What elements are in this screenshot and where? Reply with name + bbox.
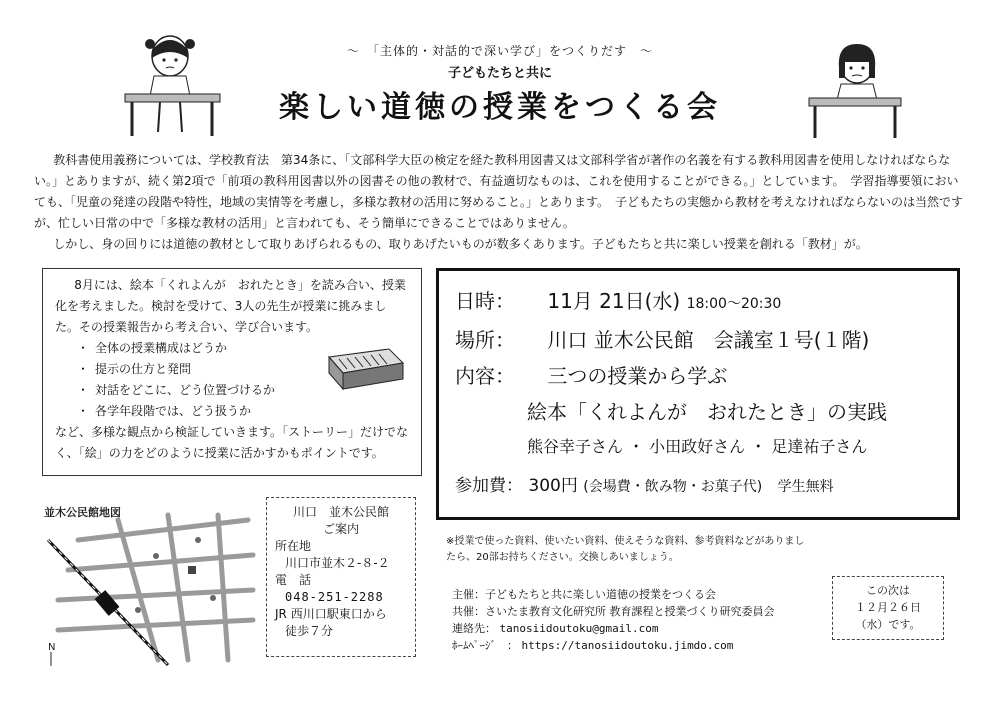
content-line-1: 三つの授業から学ぶ (547, 364, 728, 388)
event-content-row (455, 358, 941, 394)
content-line-2: 絵本「くれよんが おれたとき」の実践 (527, 400, 887, 424)
list-item: ・ 対話をどこに、どう位置づけるか (77, 380, 409, 401)
address-label: 所在地 (275, 539, 312, 553)
access-venue: 川口 並木公民館 (292, 505, 389, 519)
crayon-box-illustration (325, 343, 407, 393)
august-summary-box (42, 268, 422, 476)
contact-email-link[interactable]: tanosiidoutoku@gmail.com (499, 622, 659, 635)
time-value: 18:00～20:30 (686, 296, 782, 312)
access-guide: ご案内 (322, 522, 359, 536)
host: 主催：子どもたちと共に楽しい道徳の授業をつくる会 (452, 588, 716, 601)
fee-student: 学生無料 (777, 479, 834, 495)
content-label: 内容： (455, 364, 515, 388)
svg-text:N: N (48, 642, 56, 653)
august-intro: 8月には、絵本「くれよんが おれたとき」を読み合い、授業化を考えました。検討を受けて、3人の先生が授業に挑みました。その授業報告から考え合い、学び合います。 (55, 278, 406, 334)
intro-text (34, 150, 970, 255)
subtitle-secondary: 子どもたちと共に (447, 66, 552, 81)
station-text: JR 西川口駅東口から (275, 607, 387, 621)
address-value: 川口市並木２-８-２ (285, 556, 390, 570)
fee-label: 参加費： (455, 476, 523, 496)
event-date-row (455, 283, 941, 322)
presenters: 熊谷幸子さん ・ 小田政好さん ・ 足達祐子さん (527, 437, 868, 456)
fee-value: 300円 (528, 476, 578, 496)
map-title: 並木公民館地図 (44, 506, 121, 519)
place-value: 川口 並木公民館 会議室１号(１階) (547, 328, 870, 352)
fee-note: (会場費・飲み物・お菓子代) (583, 479, 763, 495)
venue-map (38, 500, 264, 676)
cohost: 共催：さいたま教育文化研究所 教育課程と授業づくり研究委員会 (452, 605, 775, 618)
next-line-1: この次は (866, 584, 910, 597)
event-fee-row (455, 468, 941, 505)
date-label: 日時： (455, 289, 515, 313)
tel-label: 電 話 (275, 573, 312, 587)
list-item: ・ 全体の授業構成はどうか (77, 338, 409, 359)
contact-row (452, 620, 832, 637)
place-label: 場所： (455, 328, 515, 352)
list-item: ・ 各学年段階では、どう扱うか (77, 401, 409, 422)
next-line-2: １２月２６日 (855, 601, 921, 614)
page-title: 楽しい道徳の授業をつくる会 (279, 90, 721, 125)
next-meeting-box (832, 576, 944, 640)
august-outro: など、多様な観点から検証していきます。「ストーリー」だけでなく、「絵」の力をどのように授業に活かすかもポイントです。 (55, 425, 409, 460)
list-item: ・ 提示の仕方と発問 (77, 359, 409, 380)
date-value: 11月 21日(水) (547, 289, 681, 313)
walk-text: 徒歩７分 (285, 624, 334, 638)
tel-value: 048-251-2288 (285, 590, 384, 604)
homepage-link[interactable]: https://tanosiidoutoku.jimdo.com (521, 639, 734, 652)
next-line-3: （水）です。 (855, 618, 921, 631)
homepage-row (452, 637, 832, 654)
homepage-label: ﾎｰﾑﾍﾟｰｼﾞ ： (452, 639, 518, 652)
event-details-box (436, 268, 960, 520)
access-info-box (266, 497, 416, 657)
contact-label: 連絡先： (452, 622, 496, 635)
materials-note: ※授業で使った資料、使いたい資料、使えそうな資料、参考資料などがありましたら、20部お持ちください。交換しあいましょう。 (446, 536, 805, 563)
event-place-row (455, 322, 941, 358)
intro-paragraph-2: しかし、身の回りには道徳の教材として取りあげられるもの、取りあげたいものが数多くあります。子どもたちと共に楽しい授業を創れる「教材」が。 (53, 237, 868, 251)
subtitle: ～ 「主体的・対話的で深い学び」をつくりだす ～ (346, 44, 653, 58)
intro-paragraph-1: 教科書使用義務については、学校教育法 第34条に、「文部科学大臣の検定を経た教科用図書又は文部科学省が著作の名義を有する教科用図書を使用しなければならない。」とありますが、続く第2項で「前項の教科用図書以外の図書その他の教材で、有益適切なものは、これを使用することができる。」としています。 学習指導要領においても、「児童の発達の段階や特性，地域の実情等を考慮し，多様な教材の活用に努めること。」とあります。 子どもたちの実態から教材を考えなければならないのは当然ですが、忙しい日常の中で「多様な教材の活用」と言われても、そう簡単にできることではありません。 (34, 153, 964, 230)
organizer-info (452, 586, 832, 654)
